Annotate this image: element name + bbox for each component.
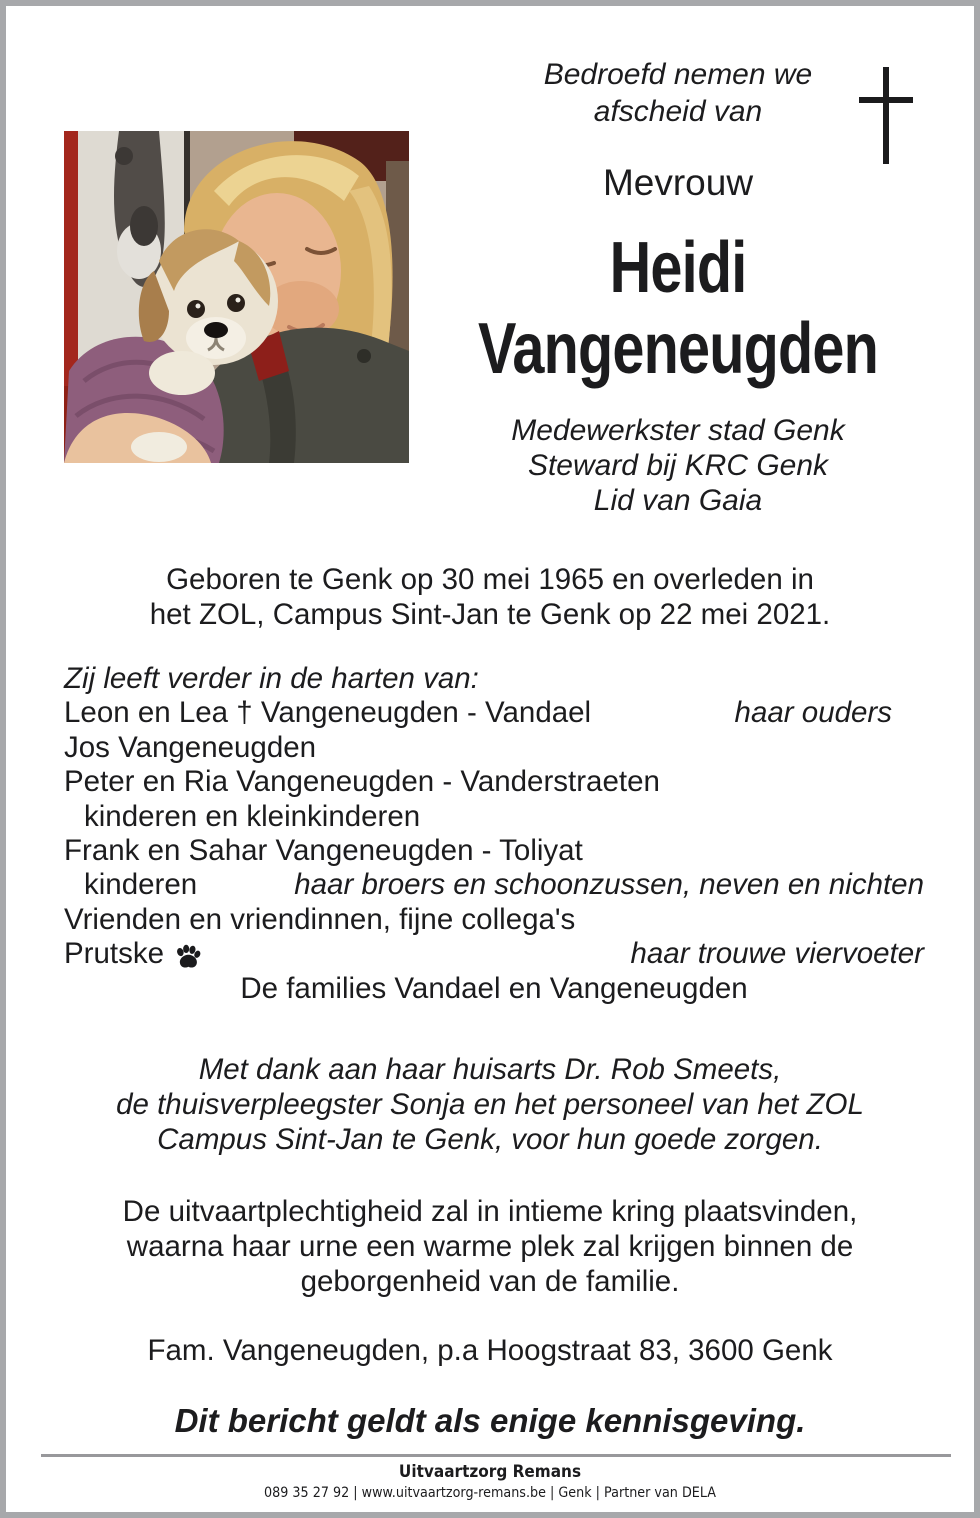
family-member: Vrienden en vriendinnen, fijne collega's <box>64 902 576 936</box>
portrait-photo-illustration <box>64 131 409 463</box>
funeral-home-name: Uitvaartzorg Remans <box>398 1462 582 1482</box>
funeral-home-contact: 089 35 27 92 | www.uitvaartzorg-remans.be | Genk | Partner van DELA <box>264 1485 716 1501</box>
birth-line-2: het ZOL, Campus Sint-Jan te Genk op 22 mei 2021. <box>149 598 831 631</box>
pet-name: Prutske <box>64 937 165 971</box>
family-member: Peter en Ria Vangeneugden - Vanderstraeten <box>64 765 660 799</box>
funeral-line-1: De uitvaartplechtigheid zal in intieme kring plaatsvinden, <box>122 1195 858 1228</box>
family-member: Frank en Sahar Vangeneugden - Toliyat <box>64 834 583 868</box>
funeral-paragraph <box>6 1194 974 1299</box>
family-row <box>64 696 924 730</box>
families-line: De families Vandael en Vangeneugden <box>240 971 748 1005</box>
last-name: Vangeneugden <box>477 309 879 389</box>
family-member: Jos Vangeneugden <box>64 730 317 764</box>
birth-death-paragraph <box>6 562 974 632</box>
family-relation: haar trouwe viervoeter <box>630 937 924 971</box>
thanks-line-1: Met dank aan haar huisarts Dr. Rob Smeets, <box>198 1053 782 1086</box>
family-row <box>64 937 924 971</box>
salutation: Mevrouw <box>602 162 754 203</box>
first-name: Heidi <box>609 228 747 308</box>
funeral-line-3: geborgenheid van de familie. <box>300 1265 680 1298</box>
footer-divider <box>41 1454 951 1457</box>
thanks-paragraph <box>6 1052 974 1157</box>
thanks-line-3: Campus Sint-Jan te Genk, voor hun goede zorgen. <box>157 1123 823 1156</box>
family-relation: haar broers en schoonzussen, neven en nichten <box>294 868 924 902</box>
role-1: Medewerkster stad Genk <box>511 414 845 447</box>
birth-line-1: Geboren te Genk op 30 mei 1965 en overleden in <box>166 563 814 596</box>
family-row <box>64 765 924 799</box>
family-member: kinderen en kleinkinderen <box>84 799 421 833</box>
role-2: Steward bij KRC Genk <box>527 449 829 482</box>
portrait-photo <box>64 131 409 463</box>
family-member: kinderen <box>84 868 198 902</box>
family-row <box>64 834 924 868</box>
roles-list <box>418 413 938 518</box>
family-row <box>64 731 924 765</box>
deceased-name <box>398 228 958 390</box>
intro-line-1: Bedroefd nemen we <box>543 58 813 91</box>
thanks-line-2: de thuisverpleegster Sonja en het personeel van het ZOL <box>116 1088 864 1121</box>
funeral-line-2: waarna haar urne een warme plek zal krijgen binnen de <box>126 1230 854 1263</box>
family-member <box>64 937 201 971</box>
role-3: Lid van Gaia <box>593 484 763 517</box>
family-row <box>64 800 924 834</box>
family-address: Fam. Vangeneugden, p.a Hoogstraat 83, 3600 Genk <box>147 1334 833 1367</box>
notice-line: Dit bericht geldt als enige kennisgeving. <box>174 1402 806 1439</box>
intro-line-2: afscheid van <box>593 95 763 128</box>
family-relation: haar ouders <box>734 696 892 730</box>
family-member: Leon en Lea † Vangeneugden - Vandael <box>64 696 592 730</box>
cross-horizontal-bar <box>859 97 913 103</box>
family-heading: Zij leeft verder in de harten van: <box>64 662 479 695</box>
cross-vertical-bar <box>883 67 889 164</box>
paw-icon <box>174 944 201 969</box>
family-row <box>64 868 924 902</box>
cross-icon <box>859 67 913 164</box>
family-list <box>64 662 924 1006</box>
family-row <box>64 903 924 937</box>
